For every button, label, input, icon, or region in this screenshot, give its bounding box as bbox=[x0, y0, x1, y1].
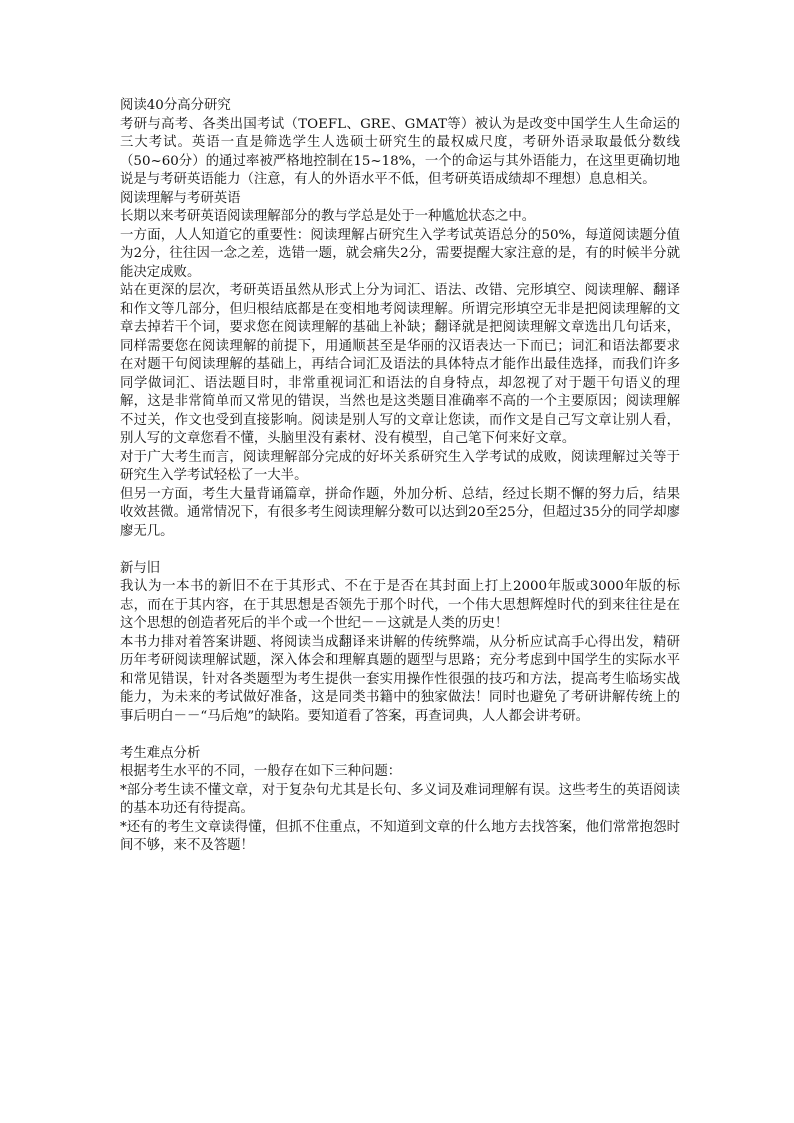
paragraph: 对于广大考生而言，阅读理解部分完成的好坏关系研究生入学考试的成败，阅读理解过关等于研究生入学考试轻松了一大半。 bbox=[120, 449, 680, 483]
paragraph: 根据考生水平的不同，一般存在如下三种问题： bbox=[120, 764, 402, 779]
section-reading-and-exam bbox=[120, 190, 680, 542]
document-page bbox=[120, 97, 680, 856]
section-reading-40 bbox=[120, 97, 680, 190]
section-title: 新与旧 bbox=[120, 560, 161, 576]
paragraph: 长期以来考研英语阅读理解部分的教与学总是处于一种尴尬状态之中。 bbox=[120, 209, 536, 224]
paragraph: 考研与高考、各类出国考试（TOEFL、GRE、GMAT等）被认为是改变中国学生人生命运的三大考试。英语一直是筛选学生人选硕士研究生的最权威尺度，考研外语录取最低分数线（50~60分）的通过率被严格地控制在15~18%，一个的命运与其外语能力，在这里更确切地说是与考研英语能力（注意，有人的外语水平不低，但考研英语成绩却不理想）息息相关。 bbox=[120, 116, 680, 187]
paragraph: *还有的考生文章读得懂，但抓不住重点，不知道到文章的什么地方去找答案，他们常常抱怨时间不够，来不及答题！ bbox=[120, 819, 680, 853]
section-difficulty-analysis bbox=[120, 745, 680, 856]
section-new-and-old bbox=[120, 560, 680, 727]
section-title: 阅读40分高分研究 bbox=[120, 98, 231, 113]
section-title: 考生难点分析 bbox=[120, 745, 201, 761]
paragraph: 站在更深的层次，考研英语虽然从形式上分为词汇、语法、改错、完形填空、阅读理解、翻译和作文等几部分，但归根结底都是在变相地考阅读理解。所谓完形填空无非是把阅读理解的文章去掉若干个词，要求您在阅读理解的基础上补缺；翻译就是把阅读理解文章选出几句话来，同样需要您在阅读理解的前提下，用通顺甚至是华丽的汉语表达一下而已；词汇和语法都要求在对题干句阅读理解的基础上，再结合词汇及语法的具体特点才能作出最佳选择，而我们许多同学做词汇、语法题目时，非常重视词汇和语法的自身特点，却忽视了对于题干句语义的理解，这是非常简单而又常见的错误，当然也是这类题目准确率不高的一个主要原因；阅读理解不过关，作文也受到直接影响。阅读是别人写的文章让您读，而作文是自己写文章让别人看，别人写的文章您看不懂，头脑里没有素材、没有模型，自己笔下何来好文章。 bbox=[120, 283, 680, 446]
paragraph: *部分考生读不懂文章，对于复杂句尤其是长句、多义词及难词理解有误。这些考生的英语阅读的基本功还有待提高。 bbox=[120, 782, 680, 816]
paragraph: 一方面，人人知道它的重要性：阅读理解占研究生入学考试英语总分的50%，每道阅读题分值为2分，往往因一念之差，选错一题，就会痛失2分，需要提醒大家注意的是，有的时候半分就能决定成败。 bbox=[120, 227, 680, 280]
paragraph: 我认为一本书的新旧不在于其形式、不在于是否在其封面上打上2000年版或3000年版的标志，而在于其内容，在于其思想是否领先于那个时代，一个伟大思想辉煌时代的到来往往是在这个思想的创造者死后的半个或一个世纪－－这就是人类的历史！ bbox=[120, 579, 680, 631]
paragraph: 但另一方面，考生大量背诵篇章，拼命作题，外加分析、总结，经过长期不懈的努力后，结果收效甚微。通常情况下，有很多考生阅读理解分数可以达到20至25分，但超过35分的同学却廖廖无几。 bbox=[120, 486, 680, 539]
section-title: 阅读理解与考研英语 bbox=[120, 190, 241, 206]
paragraph: 本书力排对着答案讲题、将阅读当成翻译来讲解的传统弊端，从分析应试高手心得出发，精研历年考研阅读理解试题，深入体会和理解真题的题型与思路；充分考虑到中国学生的实际水平和常见错误，针对各类题型为考生提供一套实用操作性很强的技巧和方法，提高考生临场实战能力，为未来的考试做好准备，这是同类书籍中的独家做法！同时也避免了考研讲解传统上的事后明白－－“马后炮”的缺陷。要知道看了答案，再查词典，人人都会讲考研。 bbox=[120, 634, 680, 724]
